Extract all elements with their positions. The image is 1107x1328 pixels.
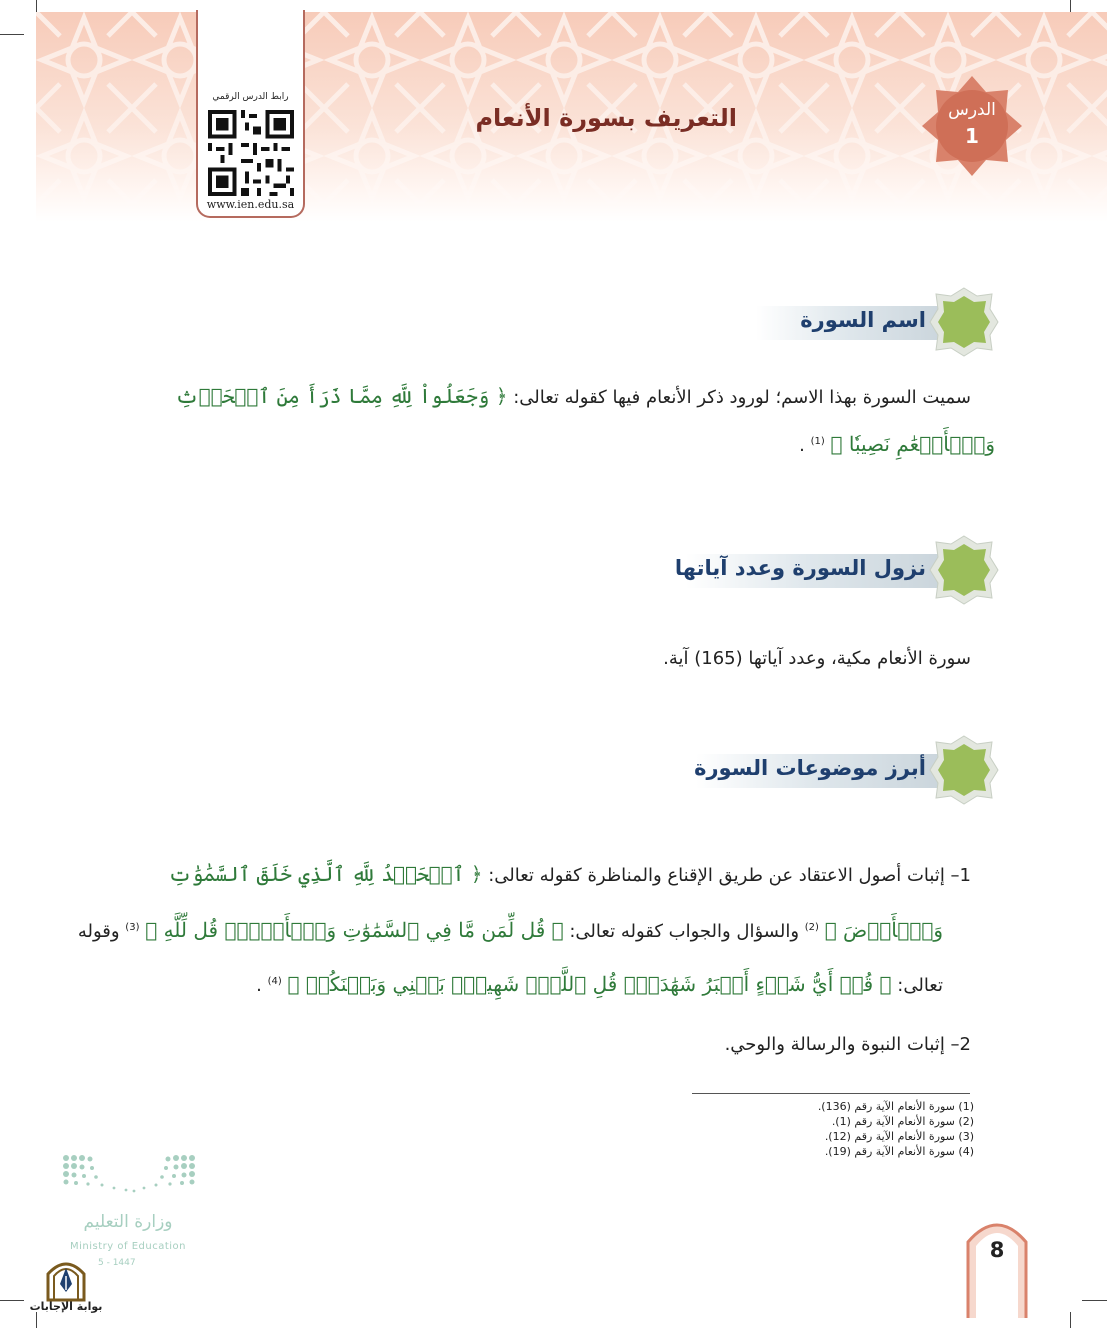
body-text: . xyxy=(256,975,262,996)
crop-mark xyxy=(1070,1312,1071,1328)
quran-verse: وَٱلۡأَنۡعَٰمِ نَصِيبٗا ﴾ xyxy=(830,432,995,456)
paragraph-line xyxy=(663,648,971,669)
body-text: والسؤال والجواب كقوله تعالى: xyxy=(563,921,800,942)
paragraph-line xyxy=(175,384,971,408)
pen-arch-icon xyxy=(28,1256,104,1302)
section-title: أبرز موضوعات السورة xyxy=(694,756,926,780)
crop-mark xyxy=(0,1300,24,1301)
paragraph-line xyxy=(725,1034,971,1055)
section-heading xyxy=(560,534,1000,606)
quran-verse: ﴿ ٱلۡحَمۡدُ لِلَّهِ ٱلَّذِي خَلَقَ ٱلسَّمَٰوَٰتِ xyxy=(168,862,483,886)
page-number: 8 xyxy=(989,1238,1005,1262)
octagon-icon xyxy=(928,286,1000,358)
octagon-icon xyxy=(928,734,1000,806)
footnote: (1) سورة الأنعام الآية رقم (136). xyxy=(817,1100,974,1113)
portal-label: بوابة الإجابات xyxy=(29,1300,103,1313)
qr-code-icon[interactable] xyxy=(208,110,294,196)
paragraph-line xyxy=(78,918,943,942)
qr-label: رابط الدرس الرقمي xyxy=(212,92,289,102)
qr-url[interactable]: www.ien.edu.sa xyxy=(206,198,295,211)
section-title: اسم السورة xyxy=(800,308,926,332)
body-text: سميت السورة بهذا الاسم؛ لورود ذكر الأنعام فيها كقوله تعالى: xyxy=(507,387,971,408)
qr-card[interactable] xyxy=(196,10,305,218)
quran-verse: ﴿ قُل لِّمَن مَّا فِي ٱلسَّمَٰوَٰتِ وَٱلۡأَرۡضِۖ قُل لِّلَّهِ ﴾ xyxy=(145,918,564,942)
body-text: 1– إثبات أصول الاعتقاد عن طريق الإقناع والمناظرة كقوله تعالى: xyxy=(482,865,971,886)
footnote-ref: (4) xyxy=(267,976,282,987)
body-text: تعالى: xyxy=(891,975,943,996)
section-heading xyxy=(560,286,1000,358)
portal-watermark xyxy=(28,1256,104,1322)
lesson-label: الدرس xyxy=(948,100,996,120)
octagon-icon xyxy=(928,534,1000,606)
section-heading xyxy=(560,734,1000,806)
paragraph-line xyxy=(168,862,971,886)
footnote-divider xyxy=(692,1093,970,1094)
quran-verse: ﴿ قُلۡ أَيُّ شَيۡءٍ أَكۡبَرُ شَهَٰدَةٗۖ قُلِ ٱللَّهُۖ شَهِيدُۢ بَيۡنِي وَبَيۡنَكُمۡ ﴾ xyxy=(287,972,892,996)
footnote: (2) سورة الأنعام الآية رقم (1). xyxy=(831,1115,974,1128)
paragraph-line xyxy=(256,972,943,996)
body-text: وقوله xyxy=(77,921,120,942)
body-text: 2– إثبات النبوة والرسالة والوحي. xyxy=(724,1034,971,1055)
ministry-year: 5 - 1447 xyxy=(98,1258,136,1268)
section-title: نزول السورة وعدد آياتها xyxy=(674,556,926,580)
page-number-tab xyxy=(966,1214,1028,1318)
footnote-ref: (3) xyxy=(125,922,140,933)
page-tab-shape-icon xyxy=(966,1214,1028,1318)
footnote: (4) سورة الأنعام الآية رقم (19). xyxy=(824,1145,974,1158)
footnote-ref: (2) xyxy=(804,922,819,933)
ministry-name-ar: وزارة التعليم xyxy=(83,1212,173,1232)
ministry-name-en: Ministry of Education xyxy=(70,1241,186,1252)
crop-mark xyxy=(0,34,24,35)
page-title: التعريف بسورة الأنعام xyxy=(475,104,737,132)
footnote: (3) سورة الأنعام الآية رقم (12). xyxy=(824,1130,974,1143)
lesson-badge xyxy=(920,74,1024,178)
quran-verse: وَٱلۡأَرۡضَ ﴾ xyxy=(824,918,943,942)
footnote-ref: (1) xyxy=(810,436,825,447)
ministry-logo-icon xyxy=(58,1152,200,1212)
lesson-number: 1 xyxy=(965,124,979,148)
body-text: . xyxy=(799,435,805,456)
crop-mark xyxy=(1082,1300,1107,1301)
quran-verse: ﴿ وَجَعَلُواْ لِلَّهِ مِمَّا ذَرَأَ مِنَ ٱلۡحَرۡثِ xyxy=(175,384,508,408)
paragraph-line xyxy=(799,432,995,456)
body-text: سورة الأنعام مكية، وعدد آياتها (165) آية. xyxy=(663,648,971,669)
